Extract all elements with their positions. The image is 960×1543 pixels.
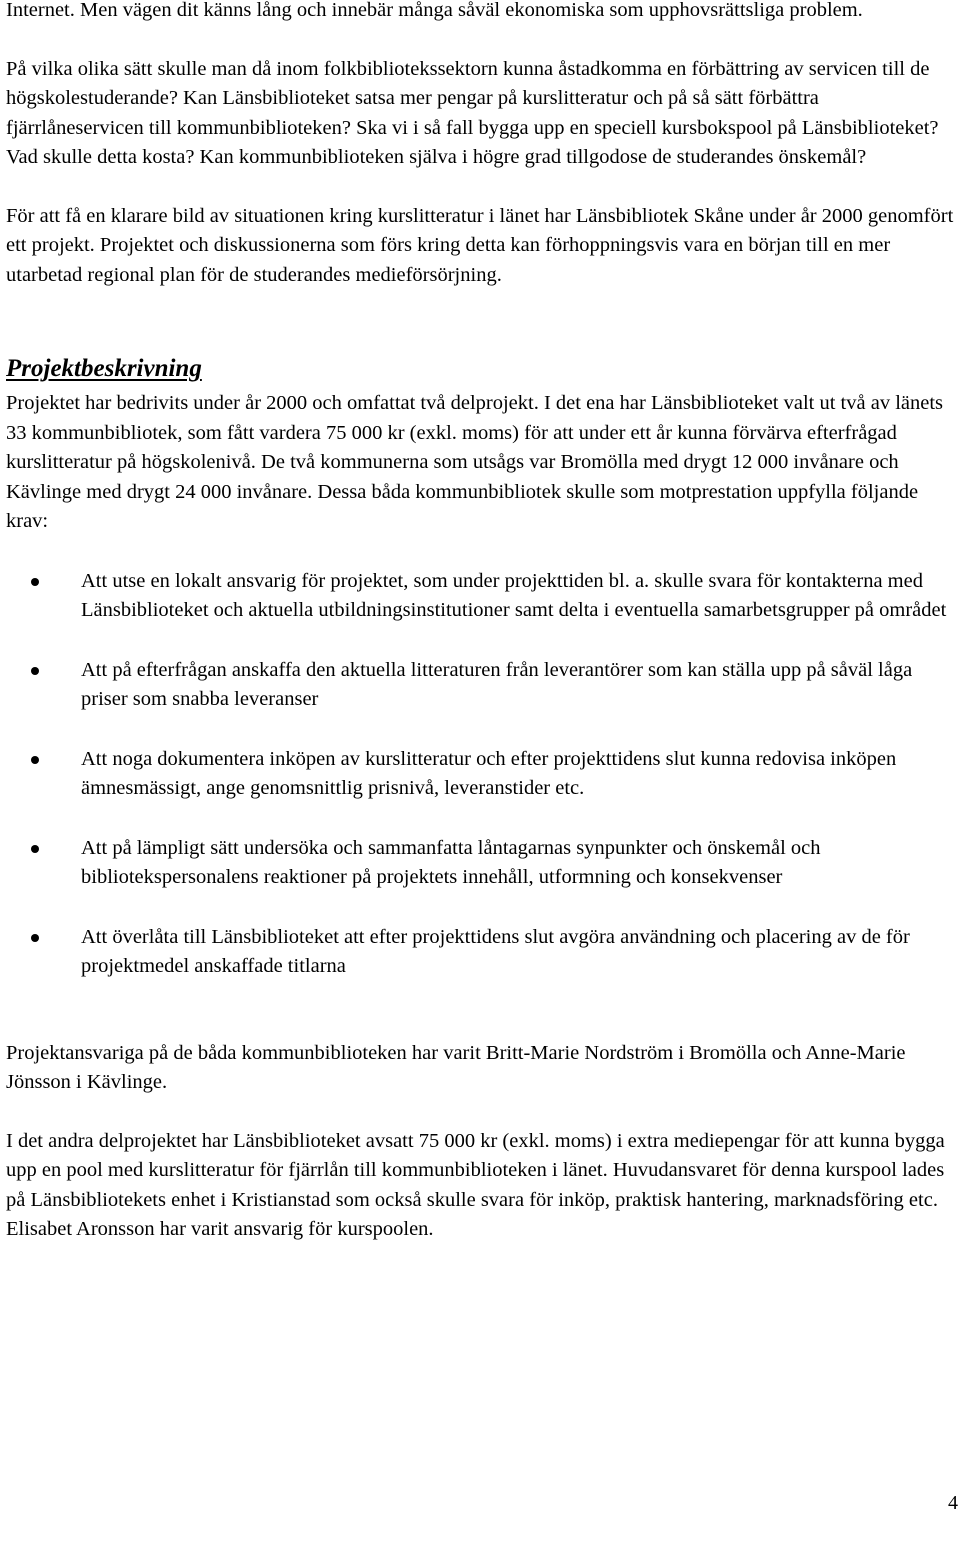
bullet-icon: [31, 756, 39, 764]
questions-paragraph: På vilka olika sätt skulle man då inom folkbibliotekssektorn kunna åstadkomma en förbättring av servicen till de högskolestuderande? Kan Länsbiblioteket satsa mer pengar på kurslitteratur och på så sätt förbättra fjärrlåneservicen till kommunbiblioteken? Ska vi i så fall bygga upp en speciell kursbokspool på Länsbiblioteket? Vad skulle detta kosta? Kan kommunbiblioteken själva i högre grad tillgodose de studerandes önskemål?: [6, 57, 939, 168]
bullet-icon: [31, 934, 39, 942]
situation-paragraph: För att få en klarare bild av situationen kring kurslitteratur i länet har Länsbibliotek Skåne under år 2000 genomfört ett projekt. Projektet och diskussionerna som förs kring detta kan förhoppningsvis vara en början till en mer utarbetad regional plan för de studerandes medieförsörjning.: [6, 204, 954, 286]
intro-paragraph: Internet. Men vägen dit känns lång och innebär många såväl ekonomiska som upphovsrättsliga problem.: [6, 0, 863, 21]
list-item-text: Att på lämpligt sätt undersöka och sammanfatta låntagarnas synpunkter och önskemål och bibliotekspersonalens reaktioner på projektets innehåll, utformning och konsekvenser: [81, 836, 821, 888]
responsible-paragraph: Projektansvariga på de båda kommunbiblioteken har varit Britt-Marie Nordström i Bromölla och Anne-Marie Jönsson i Kävlinge.: [6, 1041, 906, 1093]
list-item: [6, 745, 956, 804]
bullet-icon: [31, 845, 39, 853]
list-item: [6, 656, 956, 715]
list-item-text: Att på efterfrågan anskaffa den aktuella litteraturen från leverantörer som kan ställa upp på såväl låga priser som snabba leveranser: [81, 658, 913, 710]
description-paragraph: Projektet har bedrivits under år 2000 och omfattat två delprojekt. I det ena har Länsbiblioteket valt ut två av länets 33 kommunbibliotek, som fått vardera 75 000 kr (exkl. moms) för att under ett år kunna förvärva efterfrågad kurslitteratur på högskolenivå. De två kommunerna som utsågs var Bromölla med drygt 12 000 invånare och Kävlinge med drygt 24 000 invånare. Dessa båda kommunbibliotek skulle som motprestation uppfylla följande krav:: [6, 392, 944, 532]
list-item: [6, 834, 956, 893]
document-page: [6, 0, 956, 1245]
section-heading: Projektbeskrivning: [6, 355, 202, 382]
second-project-paragraph: I det andra delprojektet har Länsbiblioteket avsatt 75 000 kr (exkl. moms) i extra mediepengar för att kunna bygga upp en pool med kurslitteratur för fjärrlån till kommunbiblioteken i länet. Huvudansvaret för denna kurspool lades på Länsbibliotekets enhet i Kristianstad som också skulle svara för inköp, praktisk hantering, marknadsföring etc. Elisabet Aronsson har varit ansvarig för kurspoolen.: [6, 1129, 945, 1240]
list-item-text: Att överlåta till Länsbiblioteket att efter projekttidens slut avgöra användning och placering av de för projektmedel anskaffade titlarna: [81, 925, 910, 977]
list-item: [6, 567, 956, 626]
list-item-text: Att noga dokumentera inköpen av kurslitteratur och efter projekttidens slut kunna redovisa inköpen ämnesmässigt, ange genomsnittlig prisnivå, leveranstider etc.: [81, 747, 897, 799]
requirements-list: [6, 567, 956, 982]
bullet-icon: [31, 578, 39, 586]
list-item-text: Att utse en lokalt ansvarig för projektet, som under projekttiden bl. a. skulle svara för kontakterna med Länsbiblioteket och aktuella utbildningsinstitutioner samt delta i eventuella samarbetsgrupper på området: [81, 569, 947, 621]
page-number: 4: [948, 1492, 958, 1514]
bullet-icon: [31, 667, 39, 675]
list-item: [6, 923, 956, 982]
